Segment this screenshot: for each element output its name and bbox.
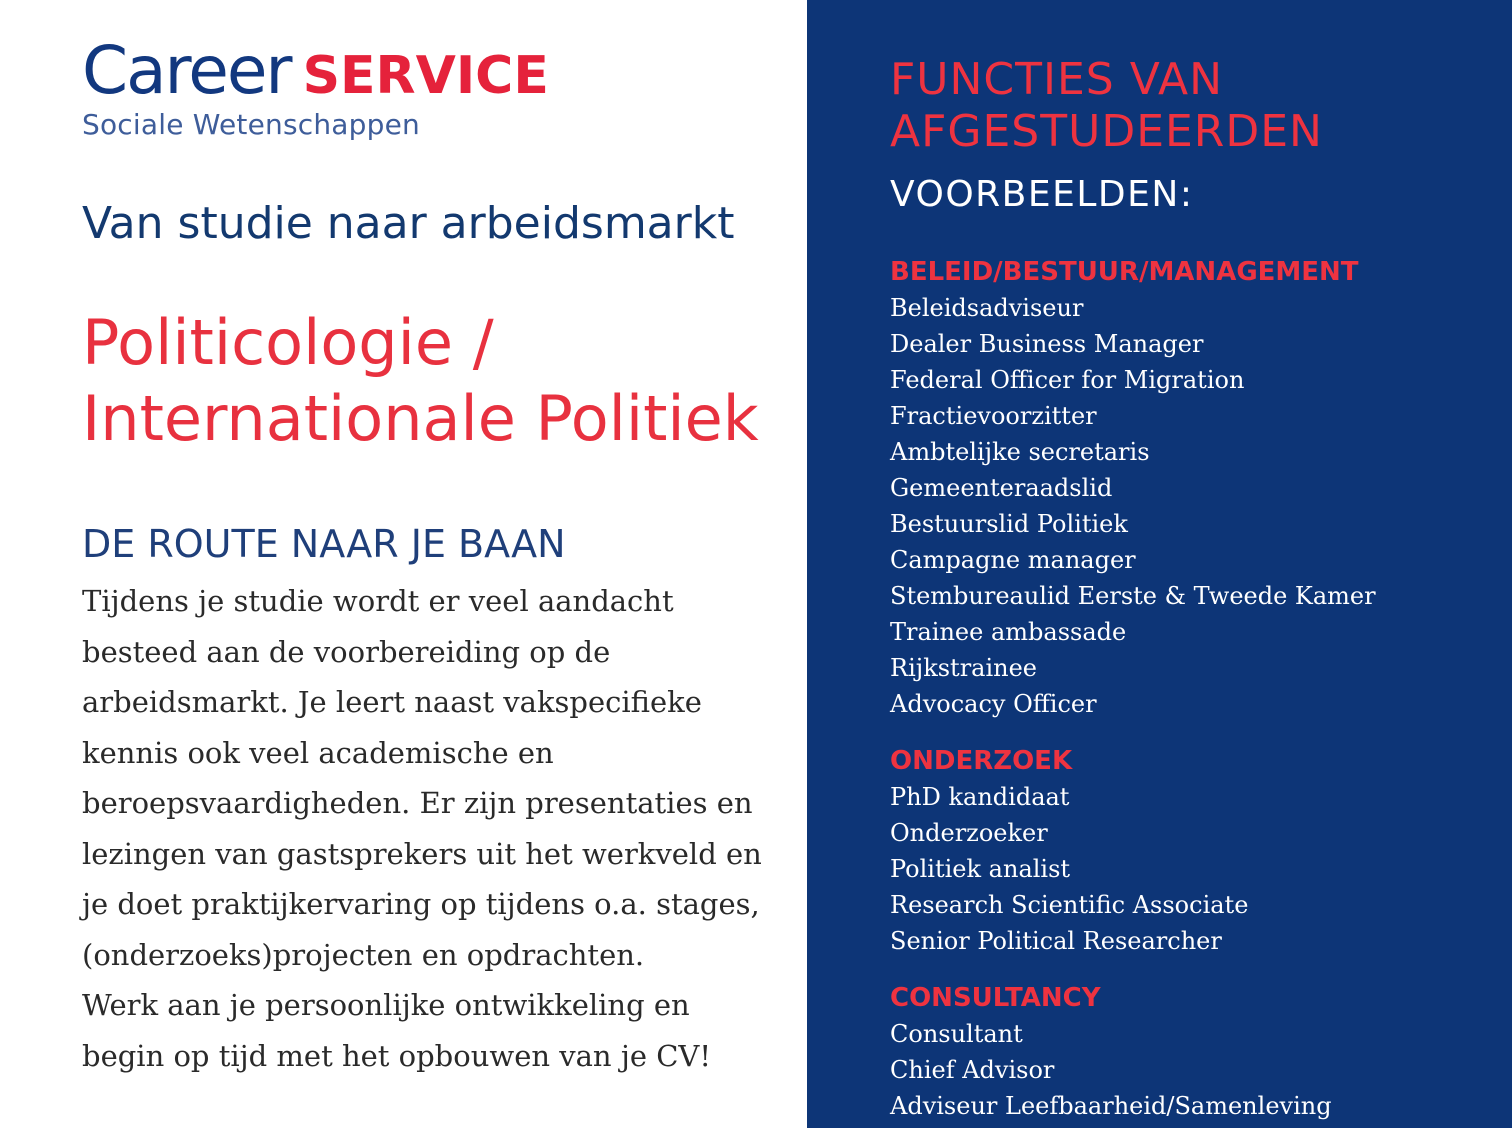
job-item: Adviseur Leefbaarheid/Samenleving xyxy=(890,1092,1332,1120)
route-body-line: kennis ook veel academische en xyxy=(82,735,554,770)
job-item: Ambtelijke secretaris xyxy=(890,438,1150,466)
job-item: Senior Political Researcher xyxy=(890,927,1222,955)
logo-service-text: SERVICE xyxy=(302,46,549,106)
job-item: Fractievoorzitter xyxy=(890,402,1097,430)
job-item: Dealer Business Manager xyxy=(890,330,1204,358)
job-item: Bestuurslid Politiek xyxy=(890,510,1128,538)
logo-subtitle: Sociale Wetenschappen xyxy=(82,108,420,141)
job-item: Politiek analist xyxy=(890,855,1071,883)
voorbeelden-subheading: VOORBEELDEN: xyxy=(890,174,1194,215)
job-item: Beleidsadviseur xyxy=(890,294,1084,322)
job-item: Stembureaulid Eerste & Tweede Kamer xyxy=(890,582,1376,610)
route-body-line: lezingen van gastsprekers uit het werkveld en xyxy=(82,836,762,871)
logo-career-text: Career xyxy=(82,32,291,109)
route-heading: DE ROUTE NAAR JE BAAN xyxy=(82,522,566,566)
route-body-line: je doet praktijkervaring op tijdens o.a. stages, xyxy=(82,887,760,921)
route-body-line: arbeidsmarkt. Je leert naast vakspecifieke xyxy=(82,685,702,719)
job-item: Federal Officer for Migration xyxy=(890,366,1245,394)
page-title-line-1: Politicologie / xyxy=(82,306,494,379)
route-body-line: Tijdens je studie wordt er veel aandacht xyxy=(82,584,674,618)
job-item: Advocacy Officer xyxy=(890,690,1097,718)
functies-heading-line-2: AFGESTUDEERDEN xyxy=(890,106,1323,157)
section-title: BELEID/BESTUUR/MANAGEMENT xyxy=(890,257,1359,287)
section-title: ONDERZOEK xyxy=(890,746,1073,776)
job-item: Trainee ambassade xyxy=(890,618,1127,646)
job-item: Rijkstrainee xyxy=(890,654,1038,682)
route-body-text xyxy=(82,576,772,1081)
section-onderzoek xyxy=(890,743,1248,959)
job-item: Campagne manager xyxy=(890,546,1136,574)
page-title-line-2: Internationale Politiek xyxy=(82,382,759,455)
job-item: Onderzoeker xyxy=(890,819,1048,847)
section-consultancy xyxy=(890,980,1332,1124)
job-item: PhD kandidaat xyxy=(890,783,1070,811)
job-list xyxy=(890,779,1248,959)
section-title: CONSULTANCY xyxy=(890,983,1101,1013)
route-body-line: (onderzoeks)projecten en opdrachten. xyxy=(82,937,645,972)
logo-wordmark xyxy=(82,32,549,109)
page-title xyxy=(82,305,759,457)
functies-heading-line-1: FUNCTIES VAN xyxy=(890,54,1224,105)
page-subtitle: Van studie naar arbeidsmarkt xyxy=(82,198,735,249)
job-list xyxy=(890,290,1376,722)
route-body-line: beroepsvaardigheden. Er zijn presentaties en xyxy=(82,786,753,820)
career-service-logo xyxy=(82,32,549,141)
job-list xyxy=(890,1016,1332,1124)
route-body-line: besteed aan de voorbereiding op de xyxy=(82,634,611,669)
functies-heading xyxy=(890,54,1323,158)
job-item: Chief Advisor xyxy=(890,1056,1055,1084)
job-item: Research Scientific Associate xyxy=(890,891,1249,919)
route-body-line: begin op tijd met het opbouwen van je CV! xyxy=(82,1038,711,1073)
job-item: Gemeenteraadslid xyxy=(890,474,1113,502)
job-item: Consultant xyxy=(890,1020,1023,1048)
route-body-line: Werk aan je persoonlijke ontwikkeling en xyxy=(82,988,690,1022)
section-beleid-bestuur-management xyxy=(890,254,1376,722)
